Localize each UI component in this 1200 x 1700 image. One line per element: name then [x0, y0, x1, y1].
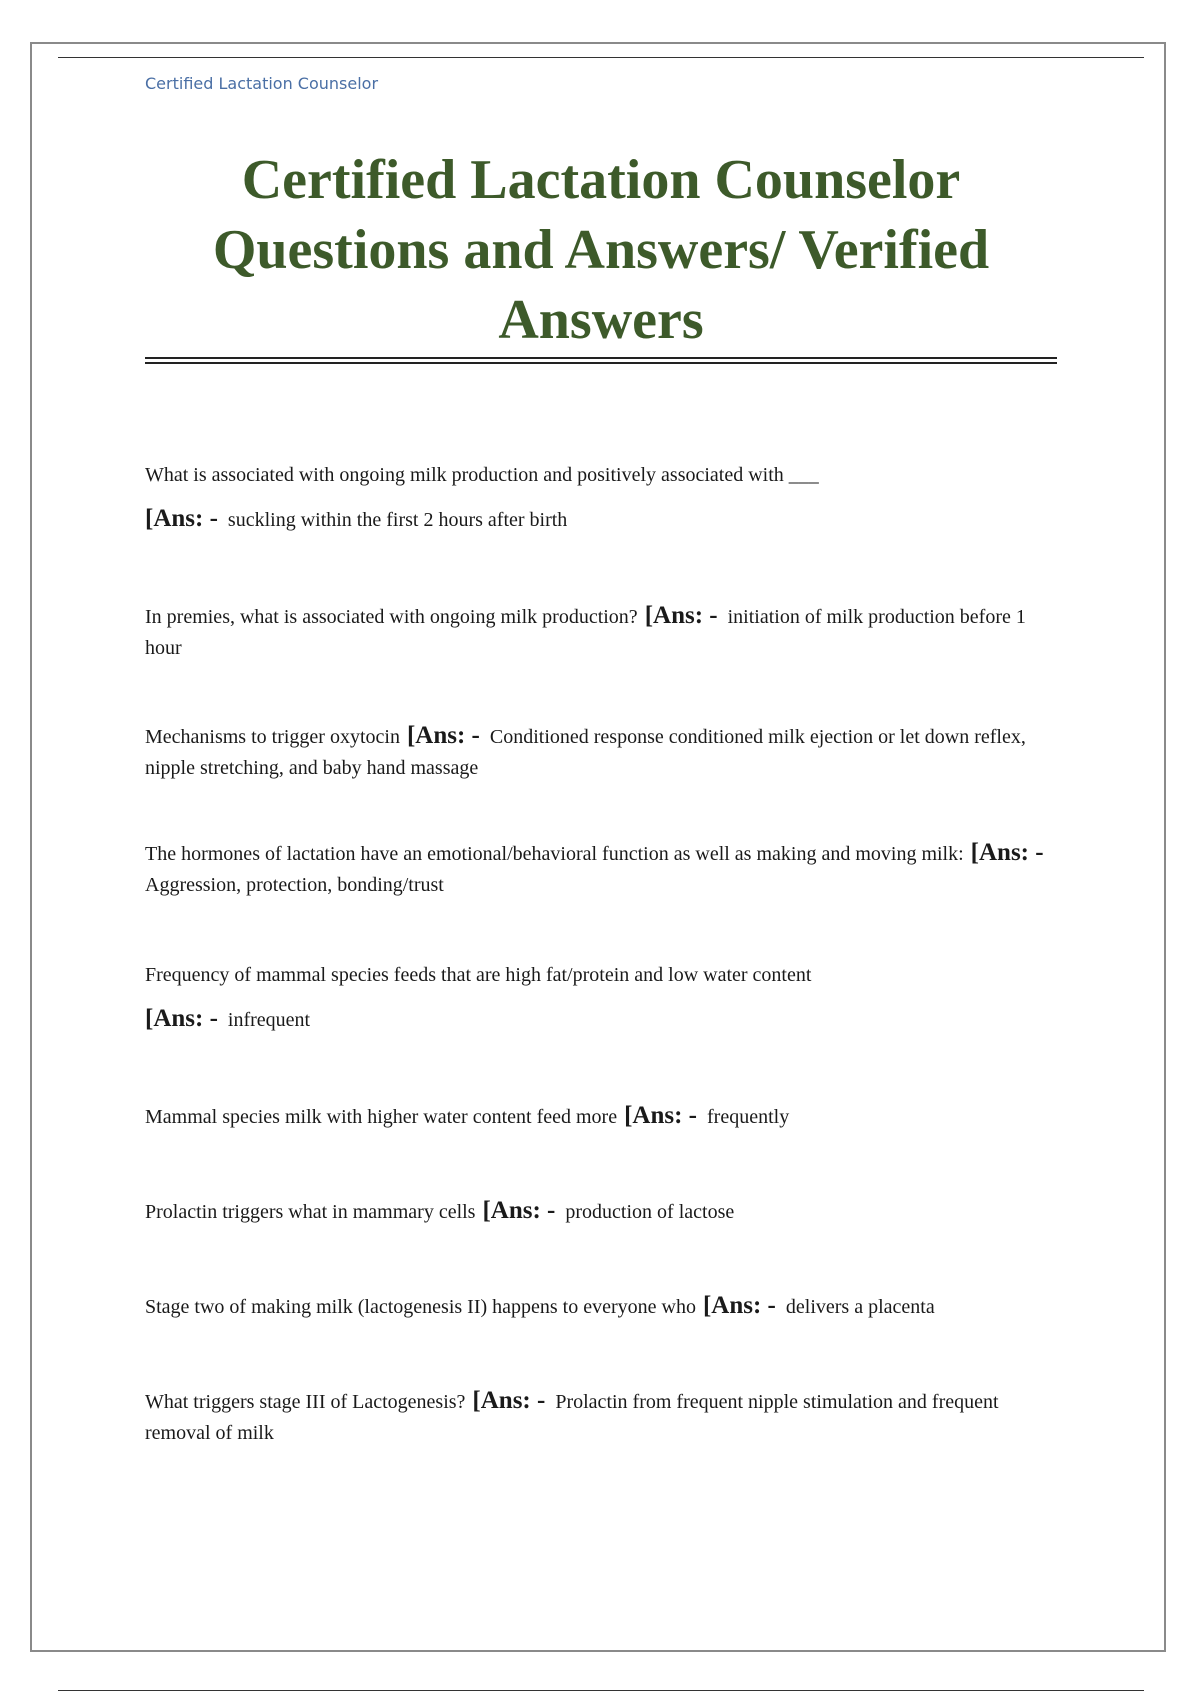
- answer-text: initiation of milk production before 1 hour: [145, 606, 1026, 659]
- answer-text: Prolactin from frequent nipple stimulation and frequent removal of milk: [145, 1391, 999, 1444]
- answer-text: frequently: [707, 1106, 790, 1128]
- question-text: Mammal species milk with higher water content feed more: [145, 1106, 618, 1128]
- ans-marker: [Ans: -: [406, 722, 480, 749]
- answer-text: suckling within the first 2 hours after birth: [227, 509, 568, 531]
- page-title: [145, 145, 1057, 355]
- question-text: What triggers stage III of Lactogenesis?: [145, 1391, 466, 1413]
- answer-text: Conditioned response conditioned milk ejection or let down reflex, nipple stretching, and baby hand massage: [145, 726, 1026, 779]
- question-text: Frequency of mammal species feeds that are high fat/protein and low water content: [145, 964, 812, 986]
- qa-item: [145, 600, 1065, 664]
- title-line-1: Certified Lactation Counselor: [241, 149, 961, 211]
- answer-text: Aggression, protection, bonding/trust: [145, 874, 444, 896]
- top-rule: [58, 57, 1144, 58]
- title-divider: [145, 357, 1057, 364]
- ans-marker: [Ans: -: [145, 505, 218, 532]
- answer-text: infrequent: [227, 1009, 311, 1031]
- ans-marker: [Ans: -: [624, 1102, 697, 1129]
- ans-marker: [Ans: -: [482, 1197, 556, 1224]
- question-text: The hormones of lactation have an emotional/behavioral function as well as making and moving milk:: [145, 843, 964, 865]
- question-text: Prolactin triggers what in mammary cells: [145, 1201, 476, 1223]
- running-header: Certified Lactation Counselor: [145, 74, 379, 93]
- qa-item: [145, 837, 1065, 901]
- answer-line: [145, 1003, 1065, 1036]
- question-text: Stage two of making milk (lactogenesis II) happens to everyone who: [145, 1296, 696, 1318]
- qa-item: [145, 1100, 1065, 1133]
- title-line-3: Answers: [498, 289, 704, 351]
- ans-marker: [Ans: -: [970, 839, 1044, 866]
- ans-marker: [Ans: -: [472, 1387, 546, 1414]
- ans-marker: [Ans: -: [644, 602, 718, 629]
- question-text: In premies, what is associated with ongoing milk production?: [145, 606, 638, 628]
- bottom-rule: [58, 1690, 1144, 1691]
- ans-marker: [Ans: -: [145, 1005, 218, 1032]
- qa-item: [145, 960, 1065, 1036]
- question-text: What is associated with ongoing milk production and positively associated with ___: [145, 464, 819, 486]
- qa-item: [145, 720, 1065, 784]
- title-line-2: Questions and Answers/ Verified: [212, 219, 990, 281]
- qa-item: [145, 1385, 1065, 1449]
- question-text: Mechanisms to trigger oxytocin: [145, 726, 400, 748]
- qa-item: [145, 1195, 1065, 1228]
- answer-text: delivers a placenta: [785, 1296, 935, 1318]
- qa-item: [145, 460, 1065, 536]
- qa-item: [145, 1290, 1065, 1323]
- answer-text: production of lactose: [565, 1201, 735, 1223]
- answer-line: [145, 503, 1065, 536]
- ans-marker: [Ans: -: [702, 1292, 776, 1319]
